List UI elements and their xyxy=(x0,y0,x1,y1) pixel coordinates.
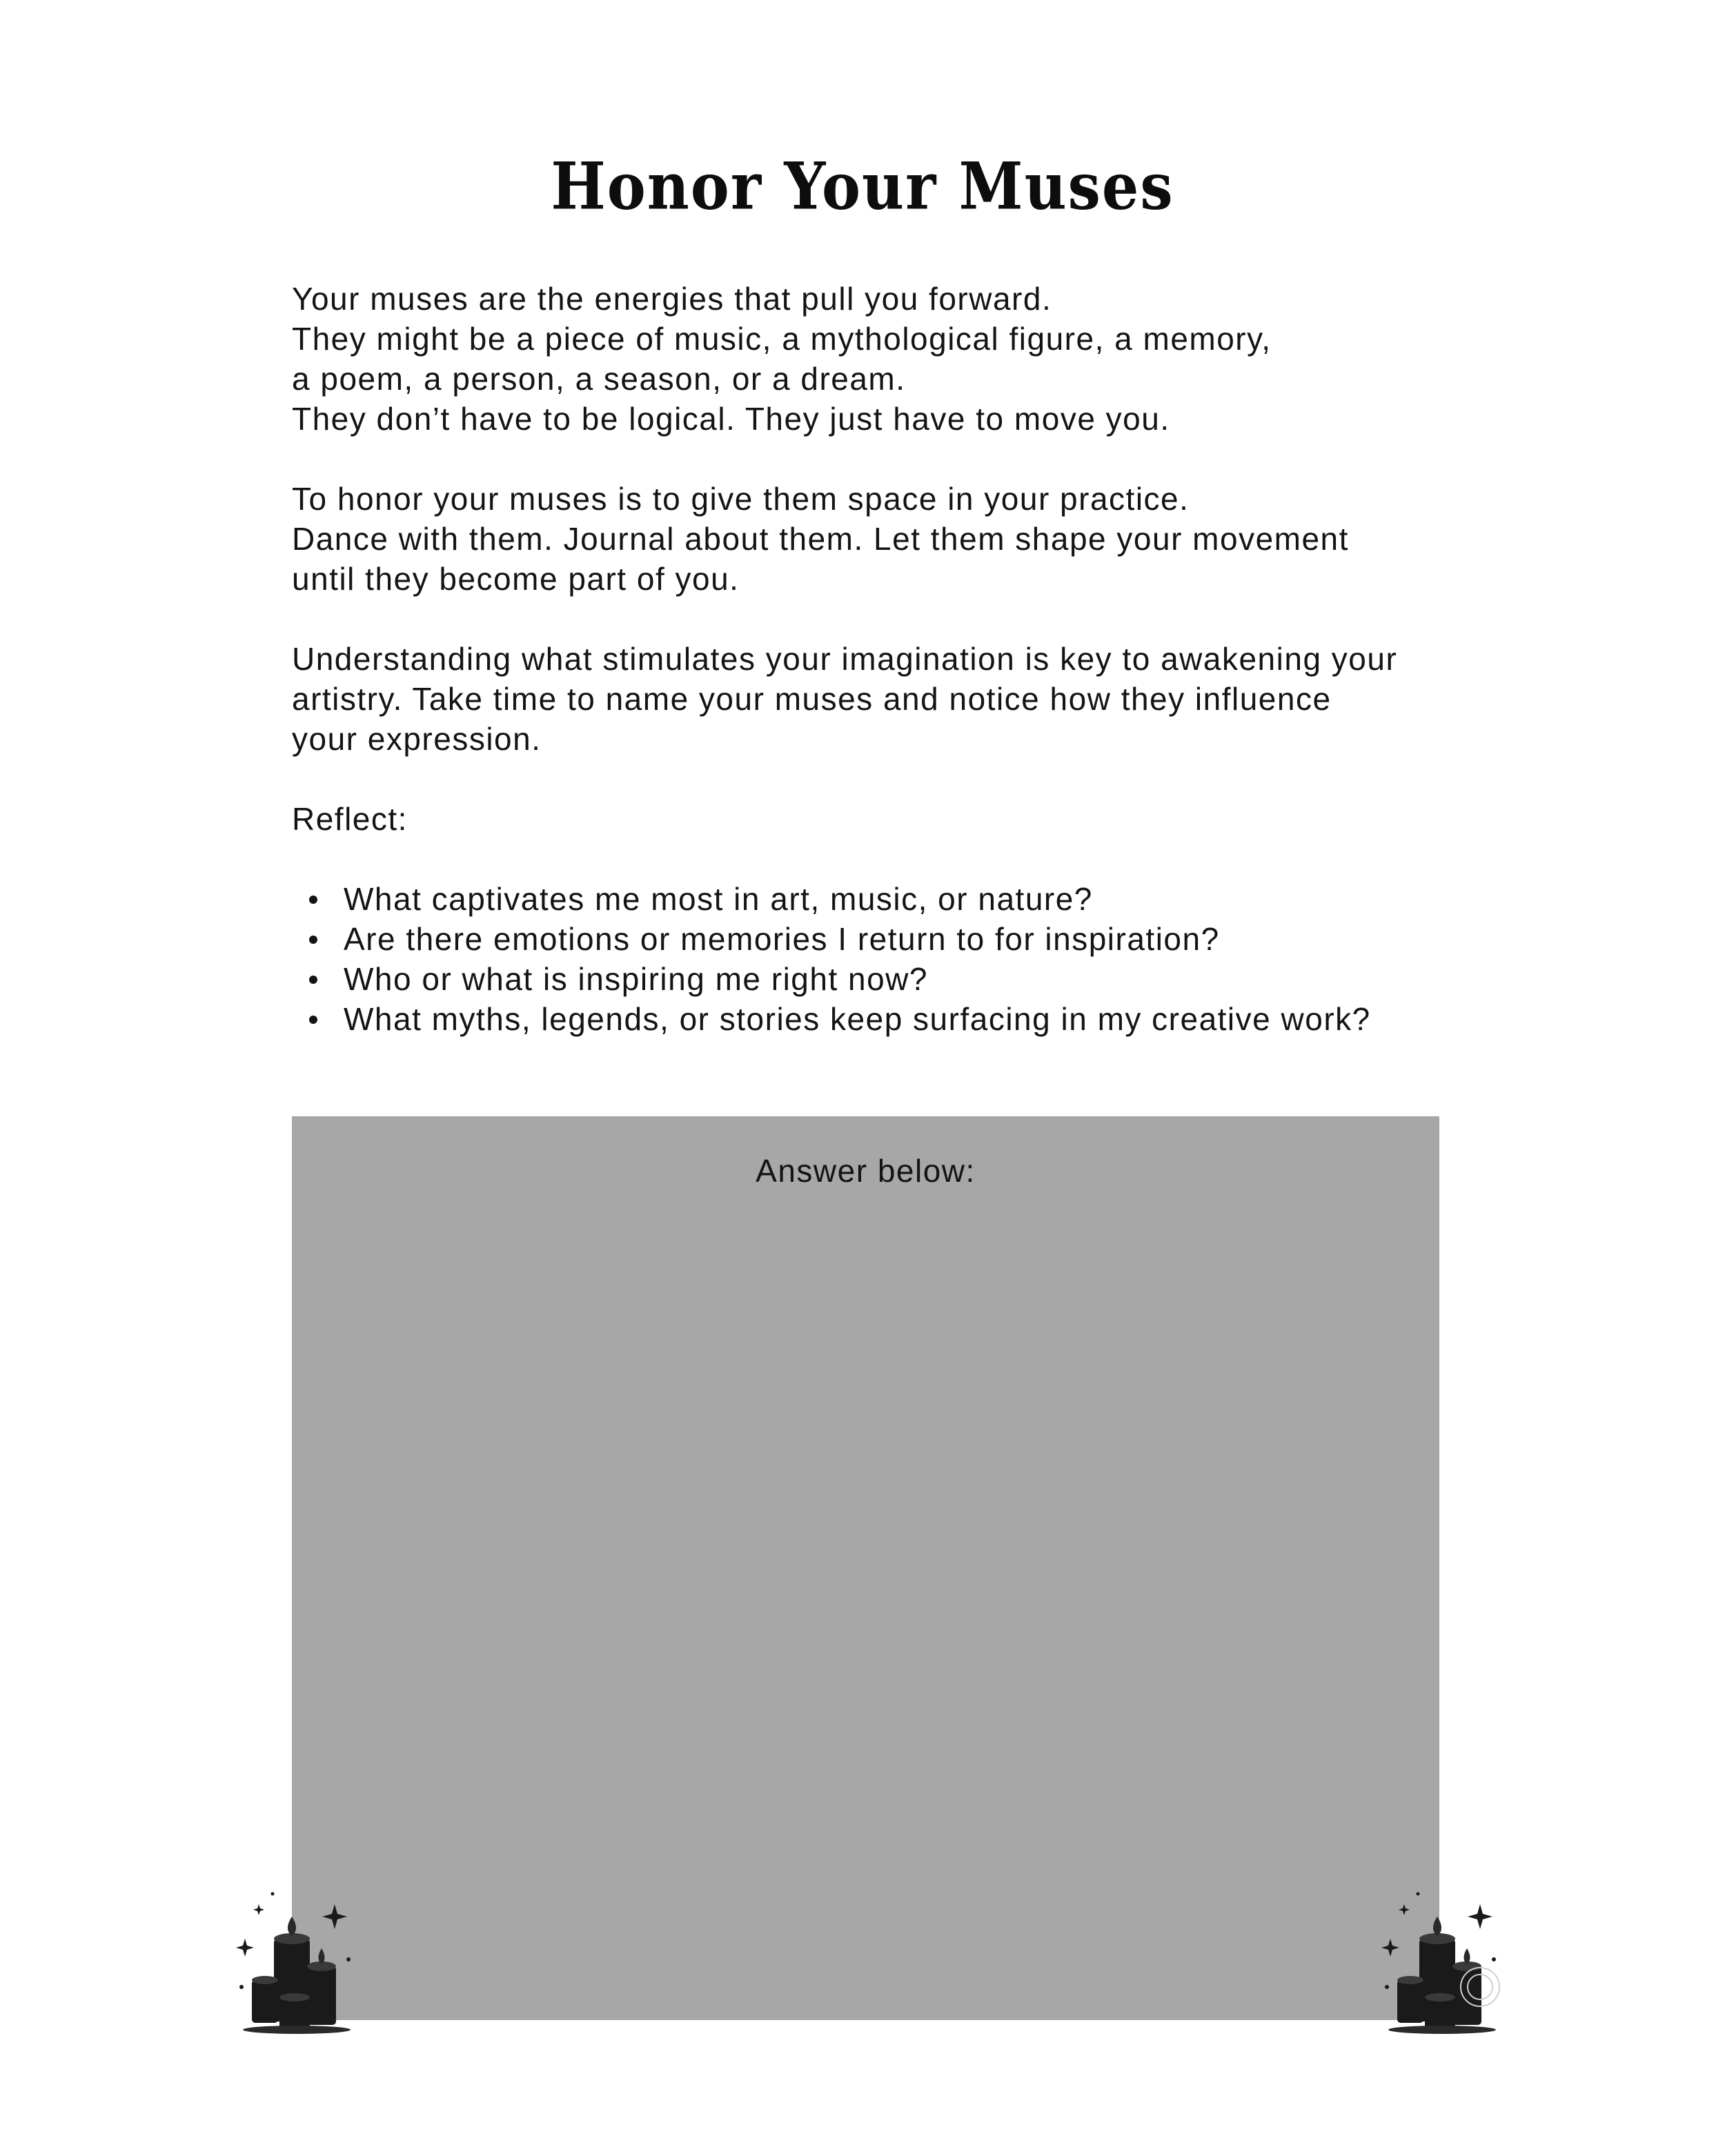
bullet-icon xyxy=(309,936,317,944)
text-line: your expression. xyxy=(292,721,542,757)
answer-label: Answer below: xyxy=(756,1153,976,1189)
text-line: They don’t have to be logical. They just have to move you. xyxy=(292,401,1170,437)
paragraph-understanding xyxy=(292,639,1465,759)
reflect-question xyxy=(292,919,1465,959)
reflect-label: Reflect: xyxy=(292,801,408,837)
answer-text-area[interactable] xyxy=(333,1220,1401,1981)
bullet-icon xyxy=(309,896,317,904)
text-line: Your muses are the energies that pull you forward. xyxy=(292,281,1052,317)
paragraph-muses-intro xyxy=(292,279,1465,439)
text-line: To honor your muses is to give them space in your practice. xyxy=(292,481,1190,517)
bullet-icon xyxy=(309,976,317,984)
text-line: Dance with them. Journal about them. Let them shape your movement xyxy=(292,521,1349,557)
reflect-question-text: Are there emotions or memories I return to for inspiration? xyxy=(344,921,1220,957)
bullet-icon xyxy=(309,1016,317,1024)
page-title: Honor Your Muses xyxy=(551,148,1174,224)
candles-icon xyxy=(231,1883,362,2035)
reflect-question xyxy=(292,999,1465,1039)
answer-box[interactable] xyxy=(292,1116,1439,2020)
text-line: They might be a piece of music, a mythological figure, a memory, xyxy=(292,321,1272,357)
reflect-question-text: What captivates me most in art, music, or nature? xyxy=(344,881,1093,917)
body-text xyxy=(292,279,1465,1039)
reflect-question xyxy=(292,879,1465,919)
reflect-question-text: What myths, legends, or stories keep surfacing in my creative work? xyxy=(344,1001,1371,1037)
reflect-question xyxy=(292,959,1465,999)
text-line: until they become part of you. xyxy=(292,561,740,597)
text-line: a poem, a person, a season, or a dream. xyxy=(292,361,906,397)
text-line: Understanding what stimulates your imagination is key to awakening your xyxy=(292,641,1398,677)
paragraph-honor-muses xyxy=(292,479,1465,599)
text-line: artistry. Take time to name your muses and notice how they influence xyxy=(292,681,1332,717)
reflect-question-text: Who or what is inspiring me right now? xyxy=(344,961,928,997)
reflect-question-list xyxy=(292,879,1465,1039)
candles-icon xyxy=(1377,1883,1508,2035)
